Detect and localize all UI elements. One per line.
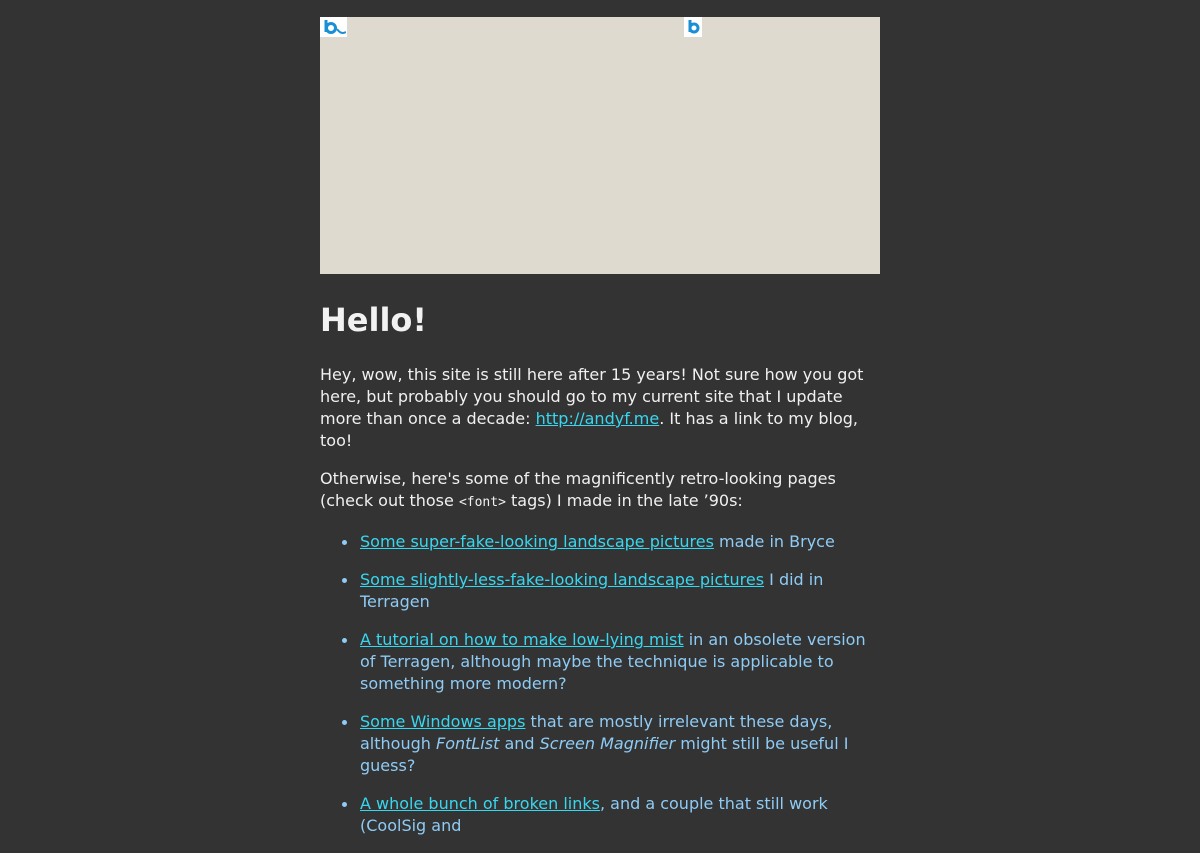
otherwise-text: Otherwise, here's some of the magnificently retro-looking pages (check out those (320, 469, 836, 510)
screen-magnifier-name: Screen Magnifier (539, 734, 676, 753)
bullet-icon (342, 578, 347, 583)
intro-text: Hey, wow, this site is still here after 15 years! Not sure how you got here, but probably you should go to my current site that I update more than once a decade: (320, 365, 864, 428)
otherwise-text-tail: tags) I made in the late ’90s: (505, 491, 743, 510)
bryce-pictures-link[interactable]: Some super-fake-looking landscape pictures (360, 532, 714, 551)
broken-image-icon (320, 17, 347, 37)
intro-paragraph (320, 364, 880, 452)
list-item-and: and (499, 734, 540, 753)
fontlist-name: FontList (435, 734, 500, 753)
list-item-text: in an obsolete version of Terragen, although maybe the technique is applicable to something more modern? (360, 630, 866, 693)
bullet-icon (342, 720, 347, 725)
current-site-link[interactable]: http://andyf.me (535, 409, 660, 428)
broken-links-link[interactable]: A whole bunch of broken links (360, 794, 600, 813)
list-item (360, 793, 880, 837)
mist-tutorial-link[interactable]: A tutorial on how to make low-lying mist (360, 630, 684, 649)
bullet-icon (342, 638, 347, 643)
list-item-text: made in Bryce (713, 532, 835, 551)
page-title: Hello! (320, 301, 427, 339)
list-item (360, 629, 880, 695)
otherwise-paragraph (320, 468, 880, 514)
list-item (360, 711, 880, 777)
bullet-icon (342, 802, 347, 807)
list-item-tail: might still be useful I guess? (360, 734, 849, 775)
page-content (320, 17, 880, 853)
list-item (360, 531, 880, 553)
page-list (320, 531, 880, 837)
terragen-pictures-link[interactable]: Some slightly-less-fake-looking landscape pictures (360, 570, 765, 589)
bullet-icon (342, 540, 347, 545)
banner-image (320, 17, 880, 274)
list-item (360, 569, 880, 613)
list-item-text: that are mostly irrelevant these days, although (360, 712, 833, 753)
intro-text-tail: . It has a link to my blog, too! (320, 409, 858, 450)
list-item-text: I did in Terragen (360, 570, 824, 611)
windows-apps-link[interactable]: Some Windows apps (360, 712, 526, 731)
broken-image-icon (684, 17, 702, 37)
list-item-text: , and a couple that still work (CoolSig and (360, 794, 828, 835)
font-tag-code: <font> (458, 495, 506, 510)
